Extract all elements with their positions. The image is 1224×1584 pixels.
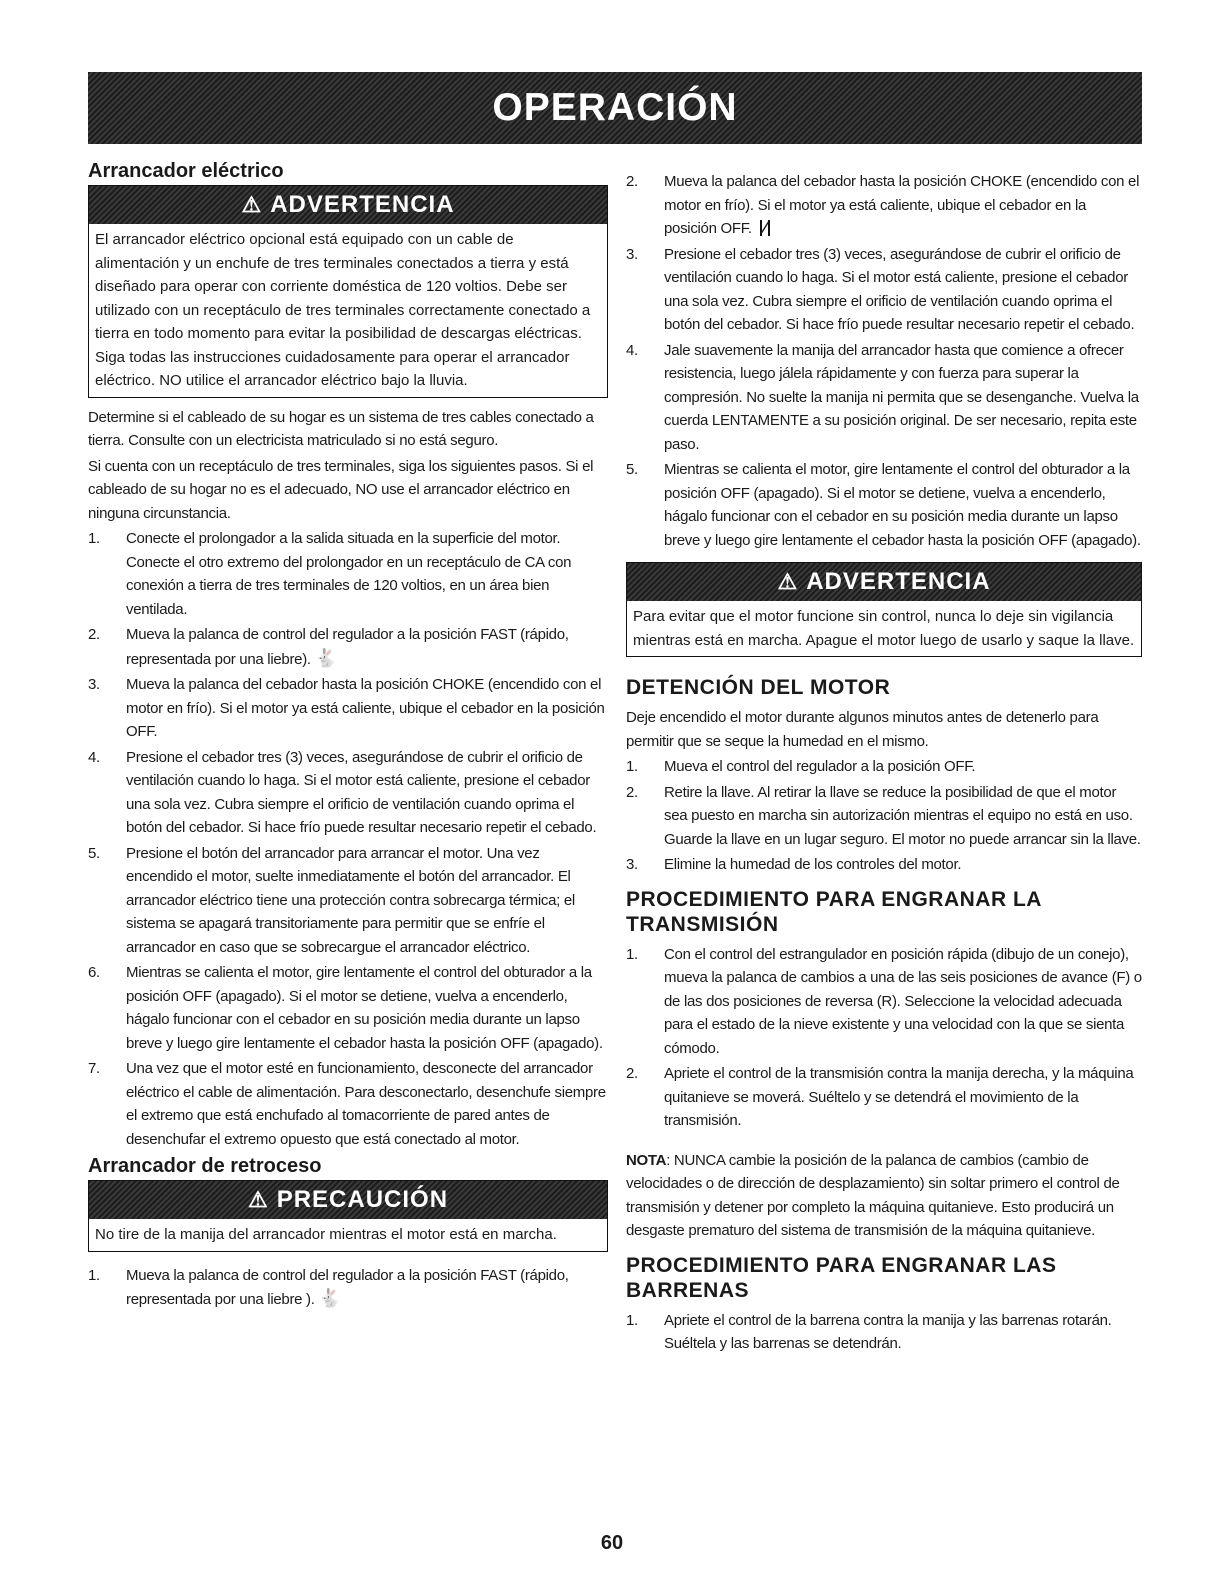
right-column xyxy=(626,170,1142,1358)
warning-text: Para evitar que el motor funcione sin control, nunca lo deje sin vigilancia mientras está en marcha. Apague el motor luego de usarlo y saque la llave. xyxy=(633,608,1135,649)
list-item: 7. Una vez que el motor esté en funcionamiento, desconecte del arrancador eléctrico el cable de alimentación. Para desconectarlo, desenchufe siempre el extremo que está enchufado al tomacorriente de pared antes de desenchufar el extremo opuesto que está conectado al motor. xyxy=(88,1060,606,1148)
warning-header xyxy=(89,186,607,224)
section-banner xyxy=(88,72,1142,144)
list-item: 1. Mueva la palanca de control del regulador a la posición FAST (rápido, representada por una liebre ). 🐇 xyxy=(88,1264,608,1312)
warning-header xyxy=(627,563,1141,601)
recoil-steps-list xyxy=(88,1264,608,1312)
caution-title: PRECAUCIÓN xyxy=(276,1186,449,1213)
caution-text: No tire de la manija del arrancador mientras el motor está en marcha. xyxy=(95,1226,557,1243)
electric-steps-list xyxy=(88,527,608,1151)
list-item: 2. Apriete el control de la transmisión contra la manija derecha, y la máquina quitanieve se moverá. Suéltelo y se detendrá el movimiento de la transmisión. xyxy=(626,1065,1134,1129)
hare-icon: 🐇 xyxy=(318,1288,341,1308)
list-item: 1. Conecte el prolongador a la salida situada en la superficie del motor. Conecte el otro extremo del prolongador en un receptáculo de CA con conexión a tierra de tres terminales de 120 voltios, en un área bien ventilada. xyxy=(88,530,572,618)
paragraph: Determine si el cableado de su hogar es un sistema de tres cables conectado a tierra. Consulte con un electricista matriculado si no está seguro. xyxy=(88,408,594,449)
list-item: 5. Presione el botón del arrancador para arrancar el motor. Una vez encendido el motor, suelte inmediatamente el botón del arrancador. El arrancador eléctrico tiene una protección contra sobrecarga térmica; el sistema se apagará transitoriamente para permitir que se enfríe el arrancador en caso que se sobrecargue el arrancador eléctrico. xyxy=(88,844,575,956)
warning-box-electric xyxy=(88,185,608,398)
paragraph: Si cuenta con un receptáculo de tres terminales, siga los siguientes pasos. Si el cableado de su hogar no es el adecuado, NO use el arrancador eléctrico en ninguna circunstancia. xyxy=(88,457,594,522)
warning-box-unattended xyxy=(626,562,1142,657)
electric-starter-heading: Arrancador eléctrico xyxy=(88,160,284,182)
warning-title: ADVERTENCIA xyxy=(806,568,991,595)
warning-text: El arrancador eléctrico opcional está equipado con un cable de alimentación y un enchufe de tres terminales conectados a tierra y está diseñado para operar con corriente doméstica de 120 voltios. Debe ser utilizado con un receptáculo de tres terminales correctamente conectado a tierra en todo momento para evitar la posibilidad de descargas eléctricas. Siga todas las instrucciones cuidadosamente para operar el arrancador eléctrico. NO utilice el arrancador eléctrico bajo la lluvia. xyxy=(95,231,591,389)
paragraph: Deje encendido el motor durante algunos minutos antes de detenerlo para permitir que se seque la humedad en el mismo. xyxy=(626,709,1099,750)
recoil-steps-continued xyxy=(626,170,1142,552)
list-item: 1. Mueva el control del regulador a la posición OFF. xyxy=(626,758,976,775)
hare-icon: 🐇 xyxy=(314,647,337,668)
choke-icon: ∕ xyxy=(760,220,771,236)
stop-steps-list xyxy=(626,755,1142,877)
caution-box xyxy=(88,1180,608,1252)
recoil-starter-heading: Arrancador de retroceso xyxy=(88,1155,322,1177)
list-item: 3. Presione el cebador tres (3) veces, asegurándose de cubrir el orificio de ventilación cuando lo haga. Si el motor está caliente, presione el cebador una sola vez. Cubra siempre el orificio de ventilación cuando oprima el botón del cebador. Si hace frío puede resultar necesario repetir el cebado. xyxy=(626,245,1135,333)
warning-triangle-icon: ⚠ xyxy=(241,192,263,217)
warning-triangle-icon: ⚠ xyxy=(777,569,799,594)
list-item: 4. Jale suavemente la manija del arrancador hasta que comience a ofrecer resistencia, luego jálela rápidamente y con fuerza para superar la compresión. No suelte la manija ni permita que se desenganche. Vuelva la cuerda LENTAMENTE a su posición original. De ser necesario, repita este paso. xyxy=(626,341,1139,453)
warning-triangle-icon: ⚠ xyxy=(247,1187,269,1212)
list-item: 2. Mueva la palanca del cebador hasta la posición CHOKE (encendido con el motor en frío). Si el motor ya está caliente, ubique el cebador en la posición OFF. ∕ xyxy=(626,173,1140,237)
list-item: 1. Apriete el control de la barrena contra la manija y las barrenas rotarán. Suéltela y las barrenas se detendrán. xyxy=(626,1311,1112,1352)
list-item: 6. Mientras se calienta el motor, gire lentamente el control del obturador a la posición OFF (apagado). Si el motor se detiene, vuelva a encenderlo, hágalo funcionar con el cebador en su posición media durante un lapso breve y luego gire lentamente el cebador hasta la posición OFF (apagado). xyxy=(88,964,603,1052)
caution-header xyxy=(89,1181,607,1219)
note-label: NOTA xyxy=(626,1151,667,1169)
warning-title: ADVERTENCIA xyxy=(270,191,455,218)
note-paragraph: NOTA: NUNCA cambie la posición de la palanca de cambios (cambio de velocidades o de dirección de desplazamiento) sin soltar primero el control de transmisión y detener por completo la máquina quitanieve. Esto producirá un desgaste prematuro del sistema de transmisión de la máquina quitanieve. xyxy=(626,1151,1120,1239)
transmission-steps-list xyxy=(626,943,1142,1133)
auger-steps-list xyxy=(626,1309,1142,1356)
page-number: 60 xyxy=(600,1532,624,1554)
list-item: 3. Mueva la palanca del cebador hasta la posición CHOKE (encendido con el motor en frío). Si el motor ya está caliente, ubique el cebador en la posición OFF. xyxy=(88,676,605,740)
list-item: 5. Mientras se calienta el motor, gire lentamente el control del obturador a la posición OFF (apagado). Si el motor se detiene, vuelva a encenderlo, hágalo funcionar con el cebador en su posición media durante un lapso breve y luego gire lentamente el cebador hasta la posición OFF (apagado). xyxy=(626,461,1141,549)
list-item: 4. Presione el cebador tres (3) veces, asegurándose de cubrir el orificio de ventilación cuando lo haga. Si el motor está caliente, presione el cebador una sola vez. Cubra siempre el orificio de ventilación cuando oprima el botón del cebador. Si hace frío puede resultar necesario repetir el cebado. xyxy=(88,748,597,836)
auger-heading: PROCEDIMIENTO PARA ENGRANAR LAS BARRENAS xyxy=(626,1253,1057,1302)
list-item: 1. Con el control del estrangulador en posición rápida (dibujo de un conejo), mueva la palanca de cambios a una de las seis posiciones de avance (F) o de las dos posiciones de reversa (R). Seleccione la velocidad adecuada para el estado de la nieve existente y una velocidad con la que se sienta cómodo. xyxy=(626,945,1142,1057)
banner-title: OPERACIÓN xyxy=(492,86,738,129)
transmission-heading: PROCEDIMIENTO PARA ENGRANAR LA TRANSMISIÓN xyxy=(626,887,1042,936)
left-column xyxy=(88,160,608,1314)
list-item: 2. Retire la llave. Al retirar la llave se reduce la posibilidad de que el motor sea puesto en marcha sin autorización mientras el equipo no está en uso. Guarde la llave en un lugar seguro. El motor no puede arrancar sin la llave. xyxy=(626,783,1141,848)
list-item: 3. Elimine la humedad de los controles del motor. xyxy=(626,856,962,873)
list-item: 2. Mueva la palanca de control del regulador a la posición FAST (rápido, representada por una liebre). 🐇 xyxy=(88,623,608,671)
stop-engine-heading: DETENCIÓN DEL MOTOR xyxy=(626,676,891,699)
